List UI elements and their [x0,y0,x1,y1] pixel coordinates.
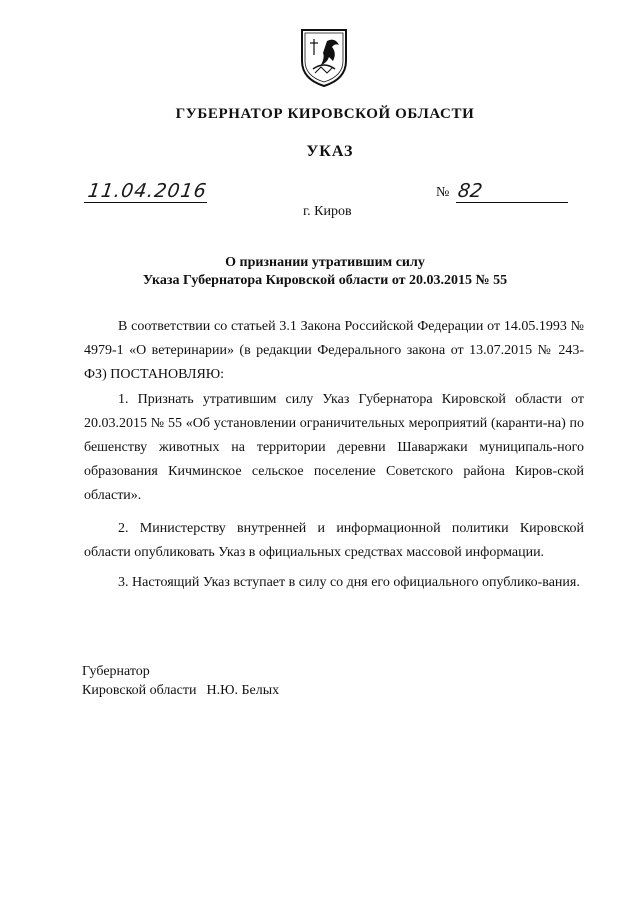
decree-date: 11.04.2016 [86,180,209,202]
signatory-region: Кировской области [82,683,197,698]
signatory-position: Губернатор [82,664,150,679]
item-2-paragraph: 2. Министерству внутренней и информационной политики Кировской области опубликовать Указ в официальных средствах массовой информации. [84,521,584,560]
document-title-line-2: Указа Губернатора Кировской области от 20.03.2015 № 55 [142,273,508,288]
document-type: УКАЗ [306,143,354,160]
item-3-paragraph: 3. Настоящий Указ вступает в силу со дня его официального опублико-вания. [118,575,580,590]
document-title-line-1: О признании утратившим силу [225,255,425,270]
number-label: № [436,185,450,200]
signatory-name: Н.Ю. Белых [206,683,280,698]
signatory-line [82,683,279,699]
item-1-paragraph: 1. Признать утратившим силу Указ Губернатора Кировской области от 20.03.2015 № 55 «Об установлении ограничительных мероприятий (каранти-на) по бешенству животных на территории деревни Шаваржаки муниципаль-ного образования Кичминское сельское поселение Советского района Киров-ской области». [84,392,584,503]
issue-city: г. Киров [303,204,352,219]
preamble-paragraph: В соответствии со статьей 3.1 Закона Российской Федерации от 14.05.1993 № 4979-1 «О ветеринарии» (в редакции Федерального закона от 13.07.2015 № 243-ФЗ) ПОСТАНОВЛЯЮ: [84,319,584,382]
decree-number: 82 [456,180,484,202]
decree-date-field [84,178,207,203]
issuing-authority: ГУБЕРНАТОР КИРОВСКОЙ ОБЛАСТИ [175,106,475,122]
coat-of-arms-icon [299,27,349,89]
decree-number-field [456,178,568,203]
